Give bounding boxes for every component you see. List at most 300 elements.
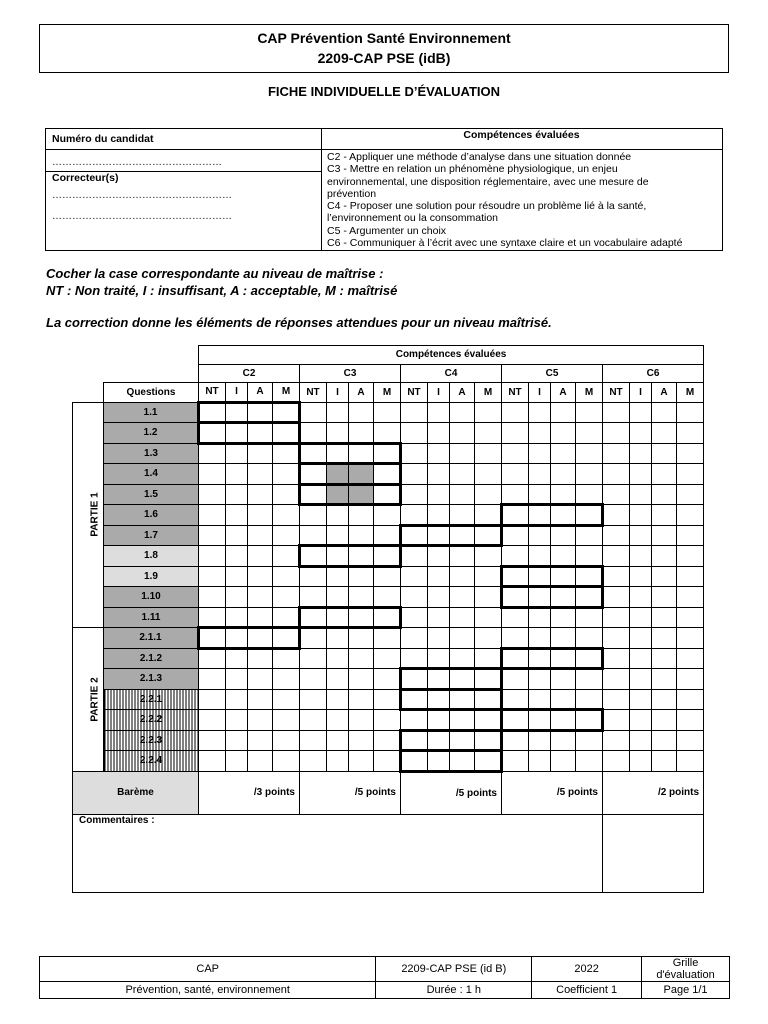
- level-checkbox-cell[interactable]: [475, 484, 502, 505]
- level-checkbox-cell[interactable]: [475, 730, 502, 751]
- level-checkbox-cell[interactable]: [349, 525, 374, 546]
- level-checkbox-cell[interactable]: [374, 730, 401, 751]
- level-checkbox-cell[interactable]: [677, 751, 704, 772]
- level-checkbox-cell[interactable]: [502, 648, 529, 669]
- level-checkbox-cell[interactable]: [374, 525, 401, 546]
- level-checkbox-cell[interactable]: [677, 730, 704, 751]
- level-checkbox-cell[interactable]: [652, 484, 677, 505]
- level-checkbox-cell[interactable]: [327, 607, 349, 628]
- level-checkbox-cell[interactable]: [652, 689, 677, 710]
- level-checkbox-cell[interactable]: [450, 464, 475, 485]
- level-checkbox-cell[interactable]: [199, 730, 226, 751]
- level-checkbox-cell[interactable]: [248, 751, 273, 772]
- level-checkbox-cell[interactable]: [475, 566, 502, 587]
- level-checkbox-cell[interactable]: [248, 423, 273, 444]
- level-checkbox-cell[interactable]: [450, 443, 475, 464]
- level-checkbox-cell[interactable]: [300, 546, 327, 567]
- level-checkbox-cell[interactable]: [428, 423, 450, 444]
- level-checkbox-cell[interactable]: [502, 505, 529, 526]
- level-checkbox-cell[interactable]: [273, 587, 300, 608]
- level-checkbox-cell[interactable]: [428, 648, 450, 669]
- level-checkbox-cell[interactable]: [349, 751, 374, 772]
- level-checkbox-cell[interactable]: [529, 566, 551, 587]
- level-checkbox-cell[interactable]: [349, 730, 374, 751]
- level-checkbox-cell[interactable]: [300, 443, 327, 464]
- level-checkbox-cell[interactable]: [603, 730, 630, 751]
- level-checkbox-cell[interactable]: [630, 443, 652, 464]
- level-checkbox-cell[interactable]: [603, 484, 630, 505]
- level-checkbox-cell[interactable]: [551, 505, 576, 526]
- level-checkbox-cell[interactable]: [450, 423, 475, 444]
- level-checkbox-cell[interactable]: [576, 566, 603, 587]
- level-checkbox-cell[interactable]: [652, 669, 677, 690]
- level-checkbox-cell[interactable]: [677, 423, 704, 444]
- level-checkbox-cell[interactable]: [502, 689, 529, 710]
- level-checkbox-cell[interactable]: [226, 402, 248, 423]
- level-checkbox-cell[interactable]: [529, 710, 551, 731]
- level-checkbox-cell[interactable]: [199, 546, 226, 567]
- level-checkbox-cell[interactable]: [300, 628, 327, 649]
- level-checkbox-cell[interactable]: [226, 730, 248, 751]
- level-checkbox-cell[interactable]: [327, 669, 349, 690]
- level-checkbox-cell[interactable]: [428, 484, 450, 505]
- level-checkbox-cell[interactable]: [576, 751, 603, 772]
- level-checkbox-cell[interactable]: [576, 710, 603, 731]
- level-checkbox-cell[interactable]: [450, 525, 475, 546]
- level-checkbox-cell[interactable]: [327, 628, 349, 649]
- level-checkbox-cell[interactable]: [630, 710, 652, 731]
- commentaires-field[interactable]: [73, 814, 603, 892]
- level-checkbox-cell[interactable]: [327, 525, 349, 546]
- level-checkbox-cell[interactable]: [652, 730, 677, 751]
- level-checkbox-cell[interactable]: [502, 525, 529, 546]
- level-checkbox-cell[interactable]: [428, 628, 450, 649]
- level-checkbox-cell[interactable]: [630, 587, 652, 608]
- level-checkbox-cell[interactable]: [576, 587, 603, 608]
- level-checkbox-cell[interactable]: [603, 669, 630, 690]
- level-checkbox-cell[interactable]: [529, 402, 551, 423]
- level-checkbox-cell[interactable]: [551, 525, 576, 546]
- level-checkbox-cell[interactable]: [428, 689, 450, 710]
- level-checkbox-cell[interactable]: [677, 546, 704, 567]
- level-checkbox-cell[interactable]: [551, 443, 576, 464]
- level-checkbox-cell[interactable]: [327, 587, 349, 608]
- level-checkbox-cell[interactable]: [630, 484, 652, 505]
- level-checkbox-cell[interactable]: [226, 689, 248, 710]
- level-checkbox-cell[interactable]: [273, 443, 300, 464]
- level-checkbox-cell[interactable]: [603, 587, 630, 608]
- level-checkbox-cell[interactable]: [300, 669, 327, 690]
- level-checkbox-cell[interactable]: [401, 669, 428, 690]
- level-checkbox-cell[interactable]: [551, 710, 576, 731]
- level-checkbox-cell[interactable]: [502, 587, 529, 608]
- level-checkbox-cell[interactable]: [273, 648, 300, 669]
- level-checkbox-cell[interactable]: [475, 669, 502, 690]
- level-checkbox-cell[interactable]: [327, 505, 349, 526]
- level-checkbox-cell[interactable]: [199, 484, 226, 505]
- level-checkbox-cell[interactable]: [450, 669, 475, 690]
- level-checkbox-cell[interactable]: [551, 423, 576, 444]
- level-checkbox-cell[interactable]: [652, 423, 677, 444]
- level-checkbox-cell[interactable]: [248, 628, 273, 649]
- level-checkbox-cell[interactable]: [603, 566, 630, 587]
- level-checkbox-cell[interactable]: [529, 669, 551, 690]
- level-checkbox-cell[interactable]: [576, 628, 603, 649]
- level-checkbox-cell[interactable]: [374, 402, 401, 423]
- level-checkbox-cell[interactable]: [576, 505, 603, 526]
- level-checkbox-cell[interactable]: [428, 669, 450, 690]
- level-checkbox-cell[interactable]: [576, 730, 603, 751]
- level-checkbox-cell[interactable]: [576, 402, 603, 423]
- level-checkbox-cell[interactable]: [199, 607, 226, 628]
- level-checkbox-cell[interactable]: [428, 566, 450, 587]
- level-checkbox-cell[interactable]: [551, 546, 576, 567]
- level-checkbox-cell[interactable]: [401, 505, 428, 526]
- level-checkbox-cell[interactable]: [576, 443, 603, 464]
- level-checkbox-cell[interactable]: [475, 464, 502, 485]
- level-checkbox-cell[interactable]: [630, 546, 652, 567]
- level-checkbox-cell[interactable]: [652, 710, 677, 731]
- level-checkbox-cell[interactable]: [248, 402, 273, 423]
- level-checkbox-cell[interactable]: [630, 689, 652, 710]
- level-checkbox-cell[interactable]: [401, 566, 428, 587]
- level-checkbox-cell[interactable]: [199, 710, 226, 731]
- level-checkbox-cell[interactable]: [475, 525, 502, 546]
- level-checkbox-cell[interactable]: [374, 689, 401, 710]
- level-checkbox-cell[interactable]: [450, 484, 475, 505]
- level-checkbox-cell[interactable]: [603, 689, 630, 710]
- level-checkbox-cell[interactable]: [226, 464, 248, 485]
- level-checkbox-cell[interactable]: [248, 710, 273, 731]
- level-checkbox-cell[interactable]: [300, 587, 327, 608]
- level-checkbox-cell[interactable]: [677, 710, 704, 731]
- level-checkbox-cell[interactable]: [502, 546, 529, 567]
- level-checkbox-cell[interactable]: [630, 464, 652, 485]
- level-checkbox-cell[interactable]: [349, 484, 374, 505]
- level-checkbox-cell[interactable]: [349, 443, 374, 464]
- level-checkbox-cell[interactable]: [603, 751, 630, 772]
- level-checkbox-cell[interactable]: [226, 525, 248, 546]
- level-checkbox-cell[interactable]: [475, 607, 502, 628]
- level-checkbox-cell[interactable]: [428, 546, 450, 567]
- level-checkbox-cell[interactable]: [273, 484, 300, 505]
- level-checkbox-cell[interactable]: [529, 730, 551, 751]
- level-checkbox-cell[interactable]: [677, 525, 704, 546]
- level-checkbox-cell[interactable]: [248, 587, 273, 608]
- level-checkbox-cell[interactable]: [273, 402, 300, 423]
- level-checkbox-cell[interactable]: [300, 484, 327, 505]
- level-checkbox-cell[interactable]: [248, 464, 273, 485]
- level-checkbox-cell[interactable]: [652, 505, 677, 526]
- level-checkbox-cell[interactable]: [199, 525, 226, 546]
- correcteur-field-2[interactable]: ………………………………………………: [52, 211, 232, 222]
- level-checkbox-cell[interactable]: [226, 587, 248, 608]
- level-checkbox-cell[interactable]: [226, 710, 248, 731]
- level-checkbox-cell[interactable]: [551, 689, 576, 710]
- level-checkbox-cell[interactable]: [199, 566, 226, 587]
- level-checkbox-cell[interactable]: [529, 443, 551, 464]
- level-checkbox-cell[interactable]: [248, 566, 273, 587]
- level-checkbox-cell[interactable]: [529, 607, 551, 628]
- level-checkbox-cell[interactable]: [677, 648, 704, 669]
- level-checkbox-cell[interactable]: [428, 710, 450, 731]
- level-checkbox-cell[interactable]: [374, 587, 401, 608]
- level-checkbox-cell[interactable]: [502, 710, 529, 731]
- level-checkbox-cell[interactable]: [603, 423, 630, 444]
- level-checkbox-cell[interactable]: [300, 566, 327, 587]
- level-checkbox-cell[interactable]: [349, 505, 374, 526]
- level-checkbox-cell[interactable]: [502, 484, 529, 505]
- level-checkbox-cell[interactable]: [551, 402, 576, 423]
- level-checkbox-cell[interactable]: [374, 628, 401, 649]
- level-checkbox-cell[interactable]: [603, 648, 630, 669]
- level-checkbox-cell[interactable]: [652, 587, 677, 608]
- level-checkbox-cell[interactable]: [401, 730, 428, 751]
- level-checkbox-cell[interactable]: [576, 464, 603, 485]
- level-checkbox-cell[interactable]: [551, 751, 576, 772]
- level-checkbox-cell[interactable]: [677, 607, 704, 628]
- level-checkbox-cell[interactable]: [273, 710, 300, 731]
- level-checkbox-cell[interactable]: [300, 464, 327, 485]
- level-checkbox-cell[interactable]: [677, 402, 704, 423]
- level-checkbox-cell[interactable]: [199, 505, 226, 526]
- level-checkbox-cell[interactable]: [529, 648, 551, 669]
- level-checkbox-cell[interactable]: [327, 689, 349, 710]
- level-checkbox-cell[interactable]: [349, 402, 374, 423]
- level-checkbox-cell[interactable]: [603, 525, 630, 546]
- level-checkbox-cell[interactable]: [349, 648, 374, 669]
- level-checkbox-cell[interactable]: [226, 546, 248, 567]
- level-checkbox-cell[interactable]: [576, 423, 603, 444]
- correcteur-field-1[interactable]: ………………………………………………: [52, 190, 232, 201]
- level-checkbox-cell[interactable]: [300, 525, 327, 546]
- level-checkbox-cell[interactable]: [300, 402, 327, 423]
- level-checkbox-cell[interactable]: [551, 587, 576, 608]
- level-checkbox-cell[interactable]: [450, 628, 475, 649]
- level-checkbox-cell[interactable]: [300, 648, 327, 669]
- level-checkbox-cell[interactable]: [630, 648, 652, 669]
- level-checkbox-cell[interactable]: [450, 648, 475, 669]
- level-checkbox-cell[interactable]: [475, 402, 502, 423]
- level-checkbox-cell[interactable]: [199, 751, 226, 772]
- level-checkbox-cell[interactable]: [401, 689, 428, 710]
- level-checkbox-cell[interactable]: [327, 730, 349, 751]
- level-checkbox-cell[interactable]: [603, 546, 630, 567]
- level-checkbox-cell[interactable]: [576, 607, 603, 628]
- level-checkbox-cell[interactable]: [374, 648, 401, 669]
- level-checkbox-cell[interactable]: [677, 689, 704, 710]
- level-checkbox-cell[interactable]: [475, 689, 502, 710]
- level-checkbox-cell[interactable]: [450, 751, 475, 772]
- level-checkbox-cell[interactable]: [248, 484, 273, 505]
- level-checkbox-cell[interactable]: [327, 423, 349, 444]
- level-checkbox-cell[interactable]: [475, 751, 502, 772]
- level-checkbox-cell[interactable]: [450, 402, 475, 423]
- level-checkbox-cell[interactable]: [529, 587, 551, 608]
- level-checkbox-cell[interactable]: [450, 710, 475, 731]
- level-checkbox-cell[interactable]: [273, 525, 300, 546]
- level-checkbox-cell[interactable]: [248, 648, 273, 669]
- level-checkbox-cell[interactable]: [327, 710, 349, 731]
- level-checkbox-cell[interactable]: [248, 730, 273, 751]
- level-checkbox-cell[interactable]: [374, 669, 401, 690]
- level-checkbox-cell[interactable]: [652, 546, 677, 567]
- level-checkbox-cell[interactable]: [401, 443, 428, 464]
- level-checkbox-cell[interactable]: [551, 669, 576, 690]
- level-checkbox-cell[interactable]: [199, 628, 226, 649]
- level-checkbox-cell[interactable]: [428, 402, 450, 423]
- level-checkbox-cell[interactable]: [630, 669, 652, 690]
- level-checkbox-cell[interactable]: [327, 443, 349, 464]
- level-checkbox-cell[interactable]: [374, 566, 401, 587]
- level-checkbox-cell[interactable]: [677, 443, 704, 464]
- level-checkbox-cell[interactable]: [450, 566, 475, 587]
- level-checkbox-cell[interactable]: [652, 648, 677, 669]
- level-checkbox-cell[interactable]: [401, 628, 428, 649]
- level-checkbox-cell[interactable]: [226, 628, 248, 649]
- level-checkbox-cell[interactable]: [226, 443, 248, 464]
- level-checkbox-cell[interactable]: [300, 730, 327, 751]
- level-checkbox-cell[interactable]: [349, 669, 374, 690]
- level-checkbox-cell[interactable]: [401, 546, 428, 567]
- level-checkbox-cell[interactable]: [226, 423, 248, 444]
- numero-field[interactable]: ……………………………………………: [52, 157, 222, 168]
- level-checkbox-cell[interactable]: [273, 566, 300, 587]
- level-checkbox-cell[interactable]: [300, 423, 327, 444]
- level-checkbox-cell[interactable]: [502, 423, 529, 444]
- level-checkbox-cell[interactable]: [428, 505, 450, 526]
- level-checkbox-cell[interactable]: [529, 546, 551, 567]
- level-checkbox-cell[interactable]: [226, 607, 248, 628]
- level-checkbox-cell[interactable]: [529, 751, 551, 772]
- level-checkbox-cell[interactable]: [349, 710, 374, 731]
- level-checkbox-cell[interactable]: [327, 546, 349, 567]
- level-checkbox-cell[interactable]: [248, 669, 273, 690]
- level-checkbox-cell[interactable]: [652, 464, 677, 485]
- level-checkbox-cell[interactable]: [677, 505, 704, 526]
- level-checkbox-cell[interactable]: [428, 751, 450, 772]
- level-checkbox-cell[interactable]: [677, 587, 704, 608]
- level-checkbox-cell[interactable]: [300, 505, 327, 526]
- level-checkbox-cell[interactable]: [576, 484, 603, 505]
- level-checkbox-cell[interactable]: [273, 628, 300, 649]
- level-checkbox-cell[interactable]: [226, 648, 248, 669]
- level-checkbox-cell[interactable]: [475, 546, 502, 567]
- level-checkbox-cell[interactable]: [199, 423, 226, 444]
- level-checkbox-cell[interactable]: [428, 464, 450, 485]
- level-checkbox-cell[interactable]: [199, 402, 226, 423]
- level-checkbox-cell[interactable]: [630, 607, 652, 628]
- level-checkbox-cell[interactable]: [401, 484, 428, 505]
- level-checkbox-cell[interactable]: [652, 607, 677, 628]
- level-checkbox-cell[interactable]: [199, 669, 226, 690]
- level-checkbox-cell[interactable]: [349, 587, 374, 608]
- level-checkbox-cell[interactable]: [273, 607, 300, 628]
- level-checkbox-cell[interactable]: [401, 464, 428, 485]
- level-checkbox-cell[interactable]: [300, 607, 327, 628]
- level-checkbox-cell[interactable]: [374, 443, 401, 464]
- level-checkbox-cell[interactable]: [475, 587, 502, 608]
- level-checkbox-cell[interactable]: [349, 464, 374, 485]
- level-checkbox-cell[interactable]: [349, 546, 374, 567]
- level-checkbox-cell[interactable]: [273, 423, 300, 444]
- level-checkbox-cell[interactable]: [450, 730, 475, 751]
- level-checkbox-cell[interactable]: [630, 505, 652, 526]
- level-checkbox-cell[interactable]: [502, 751, 529, 772]
- level-checkbox-cell[interactable]: [652, 402, 677, 423]
- level-checkbox-cell[interactable]: [630, 628, 652, 649]
- level-checkbox-cell[interactable]: [475, 443, 502, 464]
- level-checkbox-cell[interactable]: [374, 423, 401, 444]
- level-checkbox-cell[interactable]: [226, 669, 248, 690]
- level-checkbox-cell[interactable]: [529, 628, 551, 649]
- level-checkbox-cell[interactable]: [248, 443, 273, 464]
- level-checkbox-cell[interactable]: [630, 566, 652, 587]
- level-checkbox-cell[interactable]: [273, 689, 300, 710]
- level-checkbox-cell[interactable]: [576, 689, 603, 710]
- level-checkbox-cell[interactable]: [248, 546, 273, 567]
- level-checkbox-cell[interactable]: [576, 669, 603, 690]
- level-checkbox-cell[interactable]: [502, 730, 529, 751]
- level-checkbox-cell[interactable]: [273, 751, 300, 772]
- level-checkbox-cell[interactable]: [327, 751, 349, 772]
- level-checkbox-cell[interactable]: [603, 443, 630, 464]
- level-checkbox-cell[interactable]: [327, 464, 349, 485]
- level-checkbox-cell[interactable]: [450, 689, 475, 710]
- level-checkbox-cell[interactable]: [199, 689, 226, 710]
- level-checkbox-cell[interactable]: [502, 402, 529, 423]
- level-checkbox-cell[interactable]: [603, 607, 630, 628]
- level-checkbox-cell[interactable]: [603, 505, 630, 526]
- level-checkbox-cell[interactable]: [450, 505, 475, 526]
- level-checkbox-cell[interactable]: [374, 607, 401, 628]
- level-checkbox-cell[interactable]: [349, 689, 374, 710]
- level-checkbox-cell[interactable]: [630, 751, 652, 772]
- level-checkbox-cell[interactable]: [401, 587, 428, 608]
- level-checkbox-cell[interactable]: [199, 648, 226, 669]
- level-checkbox-cell[interactable]: [475, 505, 502, 526]
- level-checkbox-cell[interactable]: [349, 628, 374, 649]
- level-checkbox-cell[interactable]: [450, 607, 475, 628]
- level-checkbox-cell[interactable]: [428, 443, 450, 464]
- level-checkbox-cell[interactable]: [529, 464, 551, 485]
- level-checkbox-cell[interactable]: [502, 443, 529, 464]
- level-checkbox-cell[interactable]: [450, 546, 475, 567]
- level-checkbox-cell[interactable]: [273, 505, 300, 526]
- level-checkbox-cell[interactable]: [529, 689, 551, 710]
- level-checkbox-cell[interactable]: [576, 648, 603, 669]
- level-checkbox-cell[interactable]: [374, 546, 401, 567]
- level-checkbox-cell[interactable]: [428, 587, 450, 608]
- level-checkbox-cell[interactable]: [652, 525, 677, 546]
- level-checkbox-cell[interactable]: [652, 566, 677, 587]
- level-checkbox-cell[interactable]: [374, 710, 401, 731]
- level-checkbox-cell[interactable]: [603, 464, 630, 485]
- level-checkbox-cell[interactable]: [327, 648, 349, 669]
- level-checkbox-cell[interactable]: [475, 628, 502, 649]
- level-checkbox-cell[interactable]: [199, 443, 226, 464]
- level-checkbox-cell[interactable]: [677, 464, 704, 485]
- level-checkbox-cell[interactable]: [199, 587, 226, 608]
- level-checkbox-cell[interactable]: [327, 566, 349, 587]
- level-checkbox-cell[interactable]: [475, 648, 502, 669]
- level-checkbox-cell[interactable]: [502, 464, 529, 485]
- level-checkbox-cell[interactable]: [226, 751, 248, 772]
- level-checkbox-cell[interactable]: [300, 710, 327, 731]
- level-checkbox-cell[interactable]: [327, 484, 349, 505]
- level-checkbox-cell[interactable]: [652, 751, 677, 772]
- level-checkbox-cell[interactable]: [576, 525, 603, 546]
